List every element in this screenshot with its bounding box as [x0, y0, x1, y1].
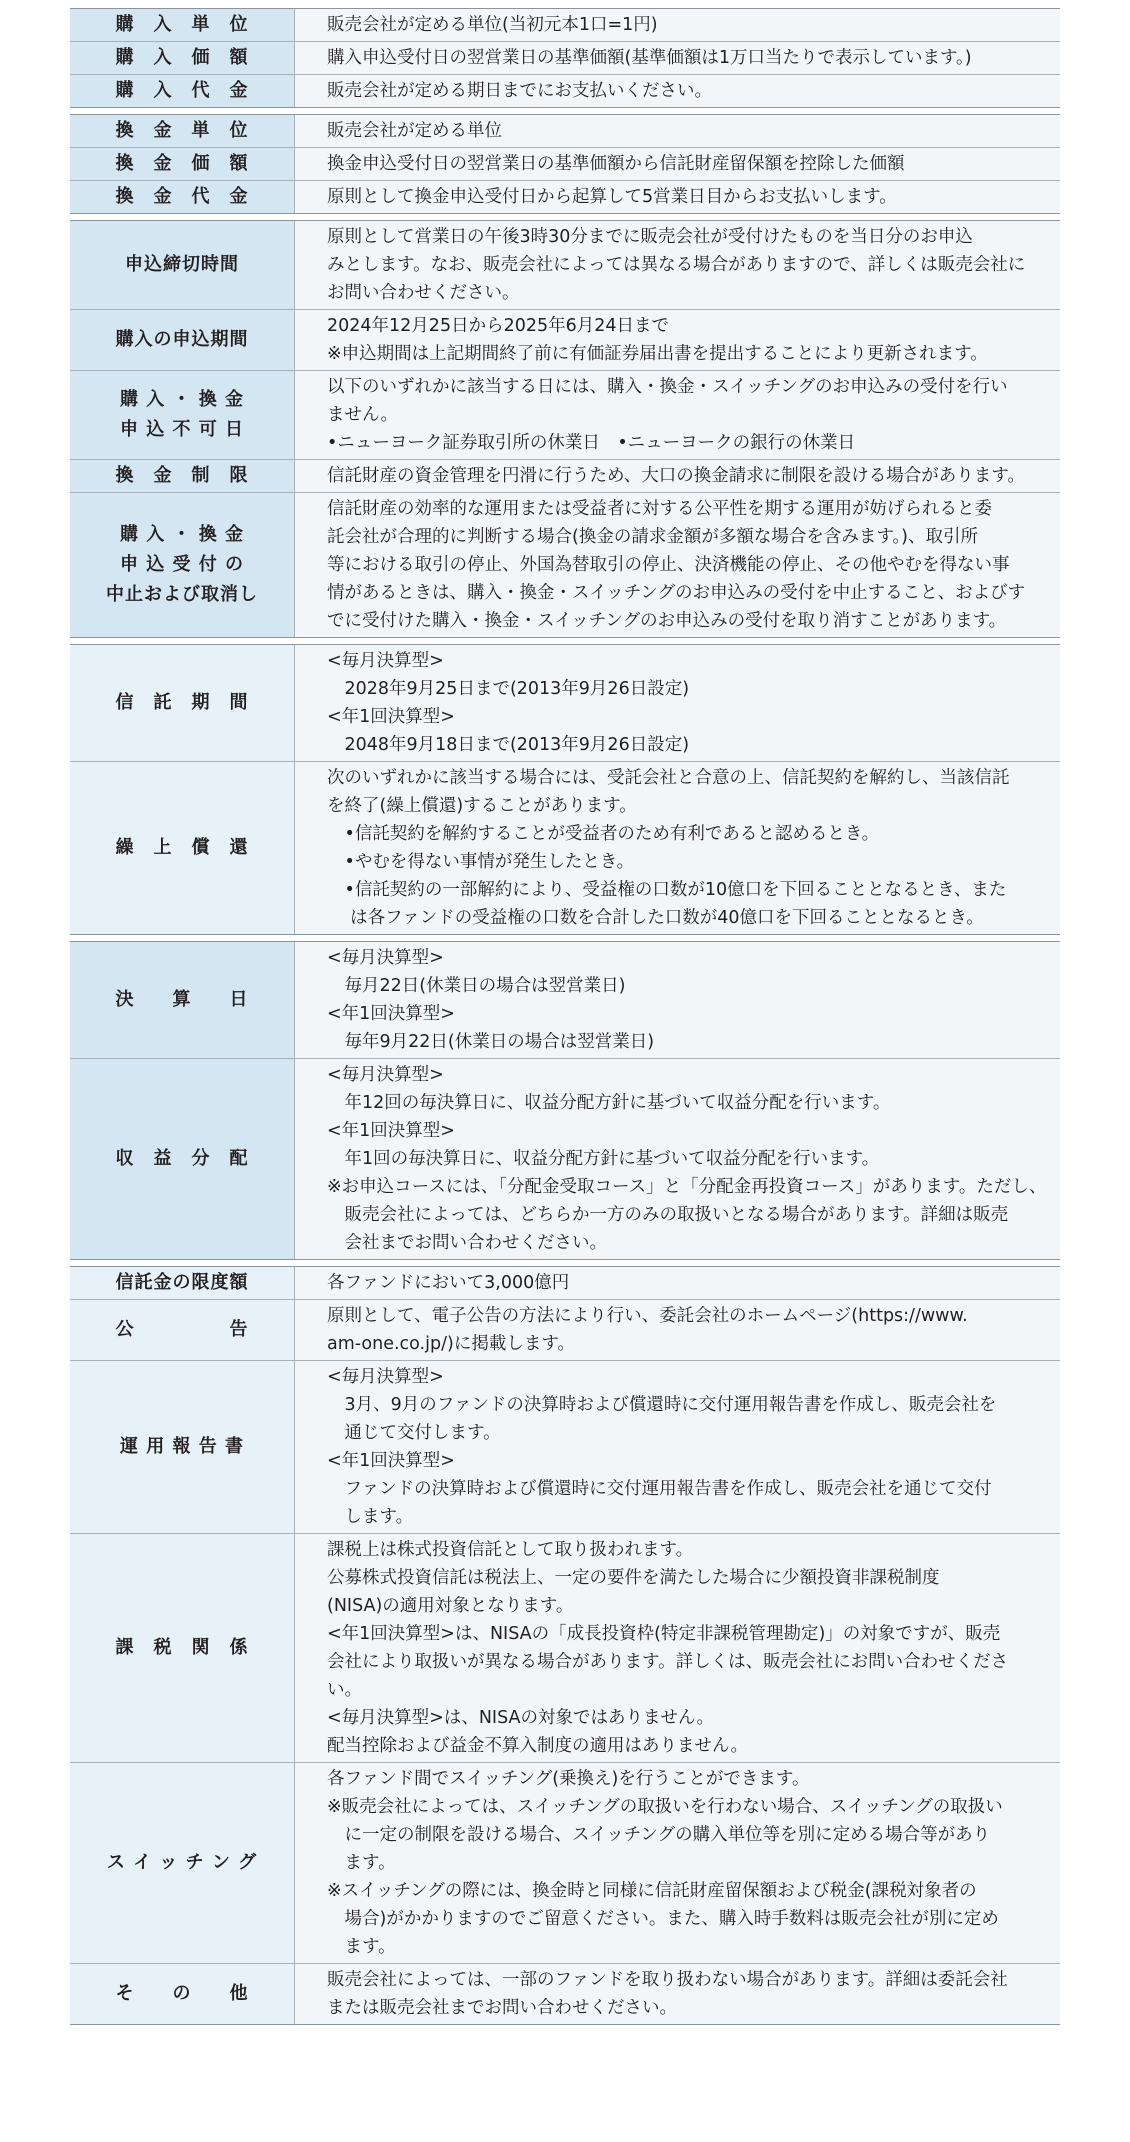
content-line: 販売会社によっては、どちらか一方のみの取扱いとなる場合があります。詳細は販売 [327, 1205, 1009, 1225]
content-line: 毎年9月22日(休業日の場合は翌営業日) [327, 1032, 655, 1052]
table-section [70, 8, 1060, 108]
table-row [70, 1963, 1060, 2024]
content-line: 配当控除および益金不算入制度の適用はありません。 [327, 1736, 749, 1756]
row-label: 課 税 関 係 [70, 1534, 295, 1762]
content-line: ファンドの決算時および償還時に交付運用報告書を作成し、販売会社を通じて交付 [327, 1479, 992, 1499]
row-content [295, 1361, 1060, 1533]
content-line: 2028年9月25日まで(2013年9月26日設定) [327, 679, 690, 699]
content-line: 販売会社によっては、一部のファンドを取り扱わない場合があります。詳細は委託会社 [327, 1970, 1008, 1990]
content-line: 購入申込受付日の翌営業日の基準価額(基準価額は1万口当たりで表示しています。) [327, 48, 972, 68]
content-line: <年1回決算型> [327, 707, 455, 727]
content-line: <年1回決算型> [327, 1121, 455, 1141]
table-row [70, 942, 1060, 1058]
content-line: <年1回決算型> [327, 1004, 455, 1024]
row-label: 換 金 制 限 [70, 460, 295, 492]
table-section [70, 220, 1060, 638]
content-line: (NISA)の適用対象となります。 [327, 1596, 574, 1616]
content-line: 販売会社が定める期日までにお支払いください。 [327, 81, 712, 101]
content-line: 信託財産の資金管理を円滑に行うため、大口の換金請求に制限を設ける場合があります。 [327, 466, 1025, 486]
row-content [295, 1267, 1060, 1299]
content-line: い。 [327, 1680, 362, 1700]
content-line: 各ファンドにおいて3,000億円 [327, 1273, 570, 1293]
row-label: 換 金 代 金 [70, 181, 295, 213]
content-line: <毎月決算型> [327, 948, 444, 968]
row-label: 運 用 報 告 書 [70, 1361, 295, 1533]
row-content [295, 148, 1060, 180]
content-line: <毎月決算型>は、NISAの対象ではありません。 [327, 1708, 715, 1728]
table-row [70, 1058, 1060, 1259]
content-line: ※販売会社によっては、スイッチングの取扱いを行わない場合、スイッチングの取扱い [327, 1797, 1003, 1817]
table-row [70, 761, 1060, 934]
table-row [70, 1267, 1060, 1299]
content-line: 各ファンド間でスイッチング(乗換え)を行うことができます。 [327, 1769, 810, 1789]
row-content [295, 181, 1060, 213]
table-row [70, 309, 1060, 370]
row-label: 換 金 価 額 [70, 148, 295, 180]
content-line: ※スイッチングの際には、換金時と同様に信託財産留保額および税金(課税対象者の [327, 1881, 977, 1901]
content-line: 原則として換金申込受付日から起算して5営業日目からお支払いします。 [327, 187, 897, 207]
table-row [70, 41, 1060, 74]
content-line: 情があるときは、購入・換金・スイッチングのお申込みの受付を中止すること、およびす [327, 583, 1026, 603]
content-line: 次のいずれかに該当する場合には、受託会社と合意の上、信託契約を解約し、当該信託 [327, 768, 1010, 788]
content-line: 場合)がかかりますのでご留意ください。また、購入時手数料は販売会社が別に定め [327, 1909, 999, 1929]
table-row [70, 1360, 1060, 1533]
table-row [70, 1762, 1060, 1963]
row-label: 繰 上 償 還 [70, 762, 295, 934]
content-line: 2048年9月18日まで(2013年9月26日設定) [327, 735, 690, 755]
content-line: 会社により取扱いが異なる場合があります。詳しくは、販売会社にお問い合わせくださ [327, 1652, 1009, 1672]
row-label: 収 益 分 配 [70, 1059, 295, 1259]
row-label: 購 入 ・ 換 金 申 込 受 付 の 中止および取消し [70, 493, 295, 637]
table-row [70, 74, 1060, 107]
content-line: •信託契約の一部解約により、受益権の口数が10億口を下回ることとなるとき、また [327, 880, 1007, 900]
content-line: みとします。なお、販売会社によっては異なる場合がありますので、詳しくは販売会社に [327, 255, 1026, 275]
content-line: 換金申込受付日の翌営業日の基準価額から信託財産留保額を控除した価額 [327, 154, 905, 174]
table-section [70, 644, 1060, 935]
row-label: そ の 他 [70, 1964, 295, 2024]
content-line: ※お申込コースには、「分配金受取コース」と「分配金再投資コース」があります。ただし、 [327, 1177, 1047, 1197]
row-content [295, 493, 1060, 637]
row-content [295, 1534, 1060, 1762]
row-content [295, 1763, 1060, 1963]
row-label: 購 入 ・ 換 金 申 込 不 可 日 [70, 371, 295, 459]
content-line: •信託契約を解約することが受益者のため有利であると認めるとき。 [327, 824, 880, 844]
row-label: 購 入 価 額 [70, 42, 295, 74]
content-line: 3月、9月のファンドの決算時および償還時に交付運用報告書を作成し、販売会社を [327, 1395, 997, 1415]
row-label: 信託金の限度額 [70, 1267, 295, 1299]
table-row [70, 221, 1060, 309]
fund-terms-table [70, 8, 1060, 2025]
content-line: ません。 [327, 405, 399, 425]
content-line: 販売会社が定める単位 [327, 121, 502, 141]
content-line: 公募株式投資信託は税法上、一定の要件を満たした場合に少額投資非課税制度 [327, 1568, 940, 1588]
content-line: ※申込期間は上記期間終了前に有価証券届出書を提出することにより更新されます。 [327, 344, 988, 364]
content-line: 以下のいずれかに該当する日には、購入・換金・スイッチングのお申込みの受付を行い [327, 377, 1008, 397]
row-label: 申込締切時間 [70, 221, 295, 309]
row-content [295, 762, 1060, 934]
content-line: に一定の制限を設ける場合、スイッチングの購入単位等を別に定める場合等があり [327, 1825, 991, 1845]
content-line: am-one.co.jp/)に掲載します。 [327, 1334, 575, 1354]
content-line: •ニューヨーク証券取引所の休業日 •ニューヨークの銀行の休業日 [327, 433, 856, 453]
table-row [70, 645, 1060, 761]
row-content [295, 75, 1060, 107]
content-line: 通じて交付します。 [327, 1423, 501, 1443]
table-row [70, 1299, 1060, 1360]
table-row [70, 147, 1060, 180]
row-content [295, 942, 1060, 1058]
content-line: ます。 [327, 1853, 396, 1873]
content-line: 販売会社が定める単位(当初元本1口=1円) [327, 15, 658, 35]
table-row [70, 459, 1060, 492]
table-row [70, 180, 1060, 213]
table-row [70, 115, 1060, 147]
table-row [70, 9, 1060, 41]
row-label: 換 金 単 位 [70, 115, 295, 147]
row-content [295, 115, 1060, 147]
row-content [295, 371, 1060, 459]
table-section [70, 941, 1060, 1260]
content-line: <毎月決算型> [327, 1367, 444, 1387]
content-line: 会社までお問い合わせください。 [327, 1233, 607, 1253]
row-label: 購 入 単 位 [70, 9, 295, 41]
row-content [295, 1059, 1060, 1259]
content-line: <毎月決算型> [327, 1065, 444, 1085]
row-label: 購 入 代 金 [70, 75, 295, 107]
row-content [295, 1964, 1060, 2024]
row-content [295, 645, 1060, 761]
content-line: ます。 [327, 1937, 396, 1957]
table-section [70, 1266, 1060, 2025]
content-line: <年1回決算型> [327, 1451, 455, 1471]
row-label: 決 算 日 [70, 942, 295, 1058]
row-label: 公 告 [70, 1300, 295, 1360]
content-line: でに受付けた購入・換金・スイッチングのお申込みの受付を取り消すことがあります。 [327, 611, 1007, 631]
row-content [295, 221, 1060, 309]
table-row [70, 492, 1060, 637]
content-line: •やむを得ない事情が発生したとき。 [327, 852, 635, 872]
content-line: 年12回の毎決算日に、収益分配方針に基づいて収益分配を行います。 [327, 1093, 891, 1113]
content-line: 原則として営業日の午後3時30分までに販売会社が受付けたものを当日分のお申込 [327, 227, 973, 247]
content-line: お問い合わせください。 [327, 283, 520, 303]
content-line: または販売会社までお問い合わせください。 [327, 1998, 677, 2018]
row-content [295, 9, 1060, 41]
content-line: 課税上は株式投資信託として取り扱われます。 [327, 1540, 694, 1560]
content-line: 託会社が合理的に判断する場合(換金の請求金額が多額な場合を含みます。)、取引所 [327, 527, 979, 547]
content-line: <毎月決算型> [327, 651, 444, 671]
content-line: を終了(繰上償還)することがあります。 [327, 796, 637, 816]
row-label: 信 託 期 間 [70, 645, 295, 761]
content-line: 2024年12月25日から2025年6月24日まで [327, 316, 670, 336]
content-line: 原則として、電子公告の方法により行い、委託会社のホームページ(https://www. [327, 1306, 968, 1326]
table-section [70, 114, 1060, 214]
row-content [295, 310, 1060, 370]
content-line: 等における取引の停止、外国為替取引の停止、決済機能の停止、その他やむを得ない事 [327, 555, 1010, 575]
content-line: 毎月22日(休業日の場合は翌営業日) [327, 976, 626, 996]
row-content [295, 42, 1060, 74]
row-label: 購入の申込期間 [70, 310, 295, 370]
content-line: は各ファンドの受益権の口数を合計した口数が40億口を下回ることとなるとき。 [327, 908, 984, 928]
table-row [70, 370, 1060, 459]
table-row [70, 1533, 1060, 1762]
content-line: します。 [327, 1507, 414, 1527]
row-content [295, 460, 1060, 492]
content-line: 年1回の毎決算日に、収益分配方針に基づいて収益分配を行います。 [327, 1149, 880, 1169]
content-line: 信託財産の効率的な運用または受益者に対する公平性を期する運用が妨げられると委 [327, 499, 992, 519]
row-content [295, 1300, 1060, 1360]
content-line: <年1回決算型>は、NISAの「成長投資枠(特定非課税管理勘定)」の対象ですが、販売 [327, 1624, 1001, 1644]
row-label: ス イ ッ チ ン グ [70, 1763, 295, 1963]
